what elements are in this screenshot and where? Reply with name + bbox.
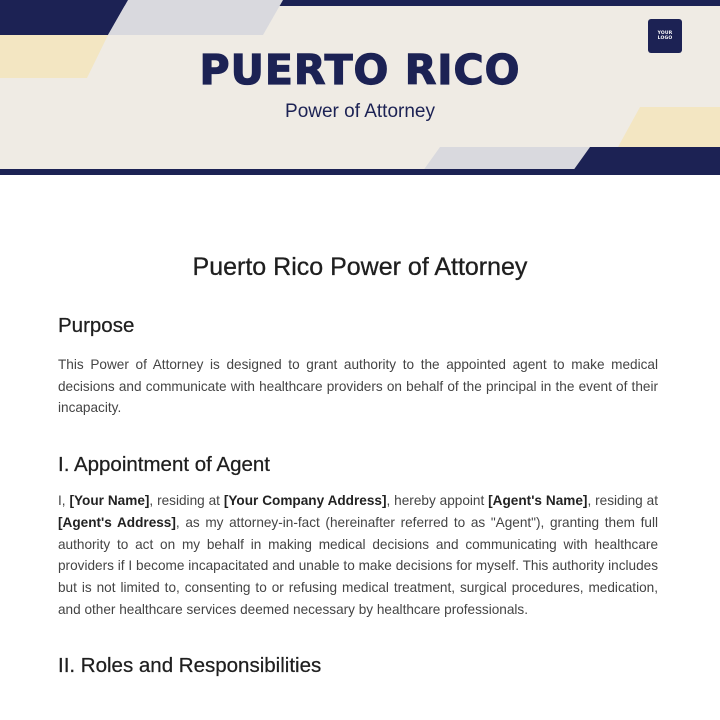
document-body xyxy=(58,250,658,679)
logo-text: YOUR LOGO xyxy=(657,31,673,41)
company-address-placeholder: [Your Company Address] xyxy=(223,493,387,509)
banner-title: PUERTO RICO xyxy=(199,46,521,94)
banner-subtitle: Power of Attorney xyxy=(285,101,435,122)
header-banner xyxy=(0,0,720,175)
appointment-text-3: , hereby appoint xyxy=(386,493,489,509)
section-heading-roles: II. Roles and Responsibilities xyxy=(58,654,322,678)
section-heading-appointment: I. Appointment of Agent xyxy=(58,453,270,477)
agent-address-placeholder: [Agent's Address] xyxy=(58,514,176,530)
your-name-placeholder: [Your Name] xyxy=(69,493,150,509)
top-gray-shape xyxy=(108,0,283,35)
bottom-navy-band xyxy=(0,169,720,175)
purpose-paragraph: This Power of Attorney is designed to grant authority to the appointed agent to make medical decisions and communicate with healthcare providers on behalf of the principal in the event of their incapacity. xyxy=(58,357,658,416)
appointment-text-2: , residing at xyxy=(149,493,224,509)
top-left-navy-shape xyxy=(0,0,128,35)
appointment-text-5: , as my attorney-in-fact (hereinafter referred to as "Agent"), granting them full authority to act on my behalf in making medical decisions and communicating with healthcare providers if I become incapacitated and unable to make decisions for myself. This authority includes but is not limited to, consenting to or refusing medical treatment, surgical procedures, medication, and other healthcare services deemed necessary by healthcare professionals. xyxy=(58,514,658,617)
agent-name-placeholder: [Agent's Name] xyxy=(488,493,588,509)
section-heading-purpose: Purpose xyxy=(58,314,135,337)
document-title: Puerto Rico Power of Attorney xyxy=(192,253,528,281)
appointment-text-4: , residing at xyxy=(587,493,658,509)
appointment-paragraph xyxy=(58,490,658,620)
appointment-text-1: I, xyxy=(58,493,70,509)
